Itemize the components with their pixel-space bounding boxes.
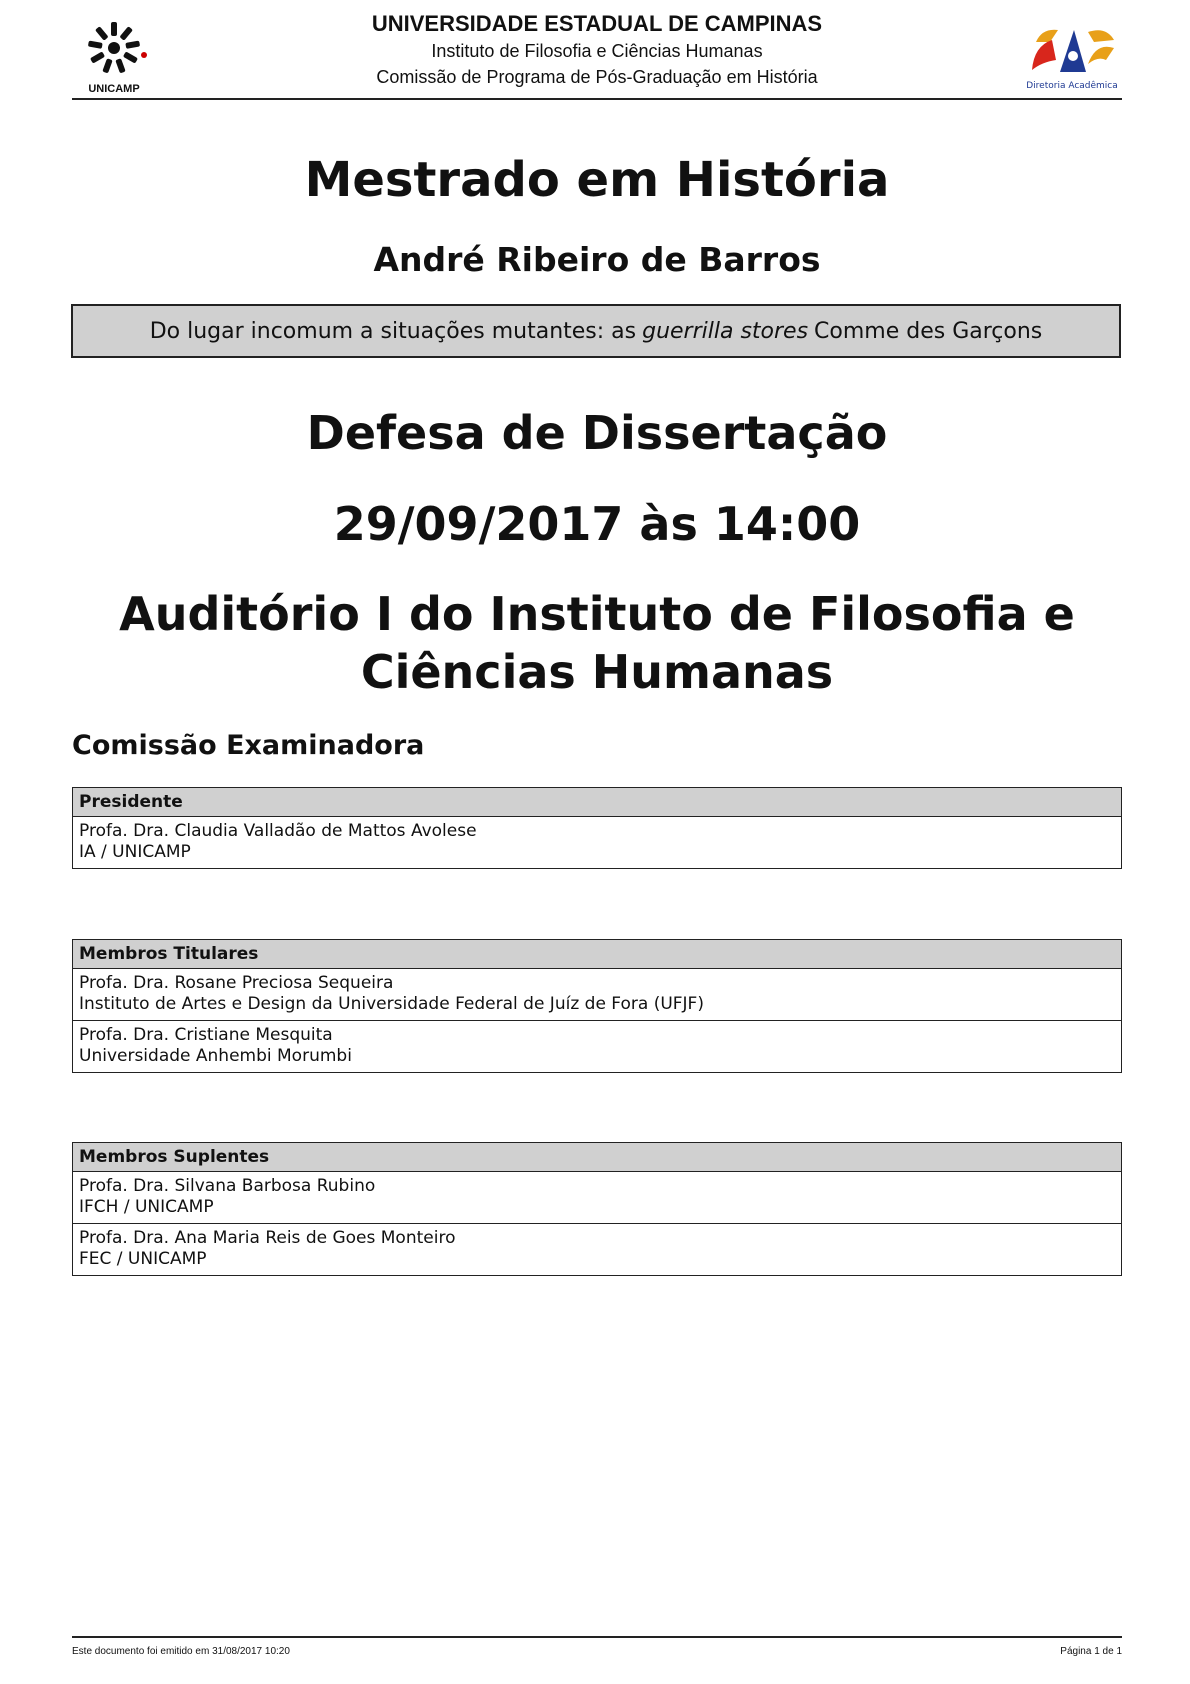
page-header	[72, 8, 1122, 100]
member-name: Profa. Dra. Silvana Barbosa Rubino	[79, 1176, 376, 1196]
member-name: Profa. Dra. Claudia Valladão de Mattos Avolese	[79, 821, 477, 841]
program-title: Mestrado em História	[304, 152, 890, 208]
table-row	[73, 817, 1121, 868]
member-affiliation: IA / UNICAMP	[79, 842, 191, 862]
event-venue: Auditório I do Instituto de Filosofia e Ciências Humanas	[119, 587, 1075, 699]
president-heading: Presidente	[73, 788, 1121, 817]
institute-name: Instituto de Filosofia e Ciências Humanas	[431, 41, 763, 61]
committee-title: Comissão Examinadora	[72, 730, 425, 761]
commission-name: Comissão de Programa de Pós-Graduação em História	[376, 67, 818, 87]
member-affiliation: Universidade Anhembi Morumbi	[79, 1046, 352, 1066]
suplentes-table	[72, 1142, 1122, 1276]
member-affiliation: FEC / UNICAMP	[79, 1249, 207, 1269]
university-name: UNIVERSIDADE ESTADUAL DE CAMPINAS	[371, 11, 823, 36]
diretoria-logo-text: Diretoria Acadêmica	[1026, 81, 1118, 91]
table-row	[73, 969, 1121, 1020]
student-name: André Ribeiro de Barros	[373, 240, 821, 279]
unicamp-logo-text: UNICAMP	[88, 83, 140, 95]
dissertation-title-italic: guerrilla stores	[642, 318, 809, 344]
diretoria-academica-logo	[1022, 20, 1122, 98]
table-row	[73, 1223, 1121, 1275]
member-affiliation: IFCH / UNICAMP	[79, 1197, 214, 1217]
titulares-table	[72, 939, 1122, 1073]
dissertation-title-end: Comme des Garçons	[814, 318, 1043, 344]
page-footer	[72, 1636, 1122, 1657]
dissertation-title-box	[71, 304, 1121, 358]
dissertation-title-start: Do lugar incomum a situações mutantes: as	[149, 318, 637, 344]
page-number: Página 1 de 1	[1060, 1646, 1122, 1657]
titulares-heading: Membros Titulares	[73, 940, 1121, 969]
table-row	[73, 1172, 1121, 1223]
member-name: Profa. Dra. Cristiane Mesquita	[79, 1025, 333, 1045]
suplentes-heading: Membros Suplentes	[73, 1143, 1121, 1172]
president-table	[72, 787, 1122, 869]
event-type: Defesa de Dissertação	[306, 406, 888, 460]
member-name: Profa. Dra. Ana Maria Reis de Goes Monteiro	[79, 1228, 456, 1248]
member-affiliation: Instituto de Artes e Design da Universidade Federal de Juíz de Fora (UFJF)	[79, 994, 704, 1014]
table-row	[73, 1020, 1121, 1072]
member-name: Profa. Dra. Rosane Preciosa Sequeira	[79, 973, 394, 993]
event-datetime: 29/09/2017 às 14:00	[333, 497, 861, 551]
issued-note: Este documento foi emitido em 31/08/2017 10:20	[72, 1646, 290, 1657]
